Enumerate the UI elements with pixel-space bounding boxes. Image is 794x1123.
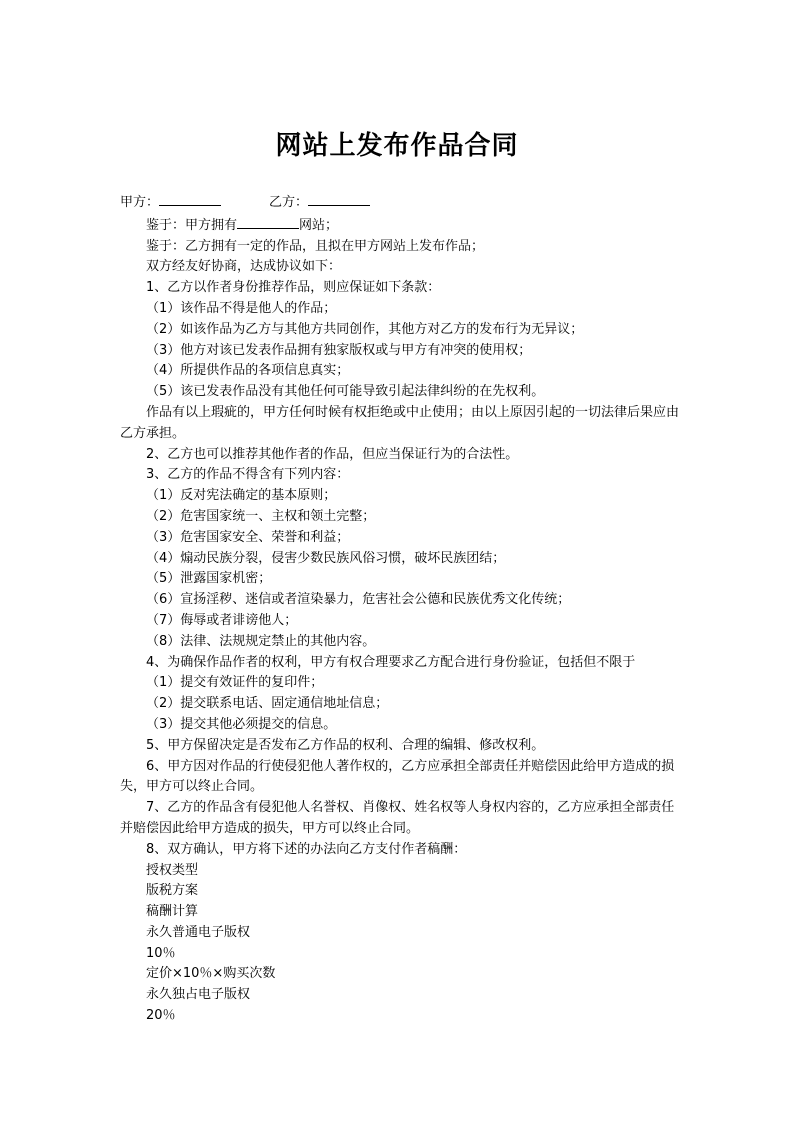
clause-3-item: （3）危害国家安全、荣誉和利益； [146,529,350,545]
website-name-blank [237,214,299,229]
preamble-3: 双方经友好协商，达成协议如下： [146,259,342,275]
clause-3-item: （6）宣扬淫秽、迷信或者渲染暴力，危害社会公德和民族优秀文化传统； [146,592,571,608]
royalty-table-line: 20％ [146,1008,176,1024]
party-b-blank [308,191,370,206]
preamble-1-after: 网站； [299,217,339,233]
clause-1-item: （4）所提供作品的各项信息真实； [146,363,350,379]
clause-3-item: （1）反对宪法确定的基本原则； [146,488,337,504]
party-a-label: 甲方： [120,195,160,210]
party-a [120,191,221,214]
royalty-table-line: 稿酬计算 [146,904,199,920]
clause-5: 5、甲方保留决定是否发布乙方作品的权利、合理的编辑、修改权利。 [146,737,545,753]
clause-3-item: （7）侮辱或者诽谤他人； [146,612,298,628]
party-a-blank [159,191,221,206]
royalty-table-line: 永久独占电子版权 [146,987,251,1003]
clause-4-item: （3）提交其他必须提交的信息。 [146,716,337,732]
clause-2: 2、乙方也可以推荐其他作者的作品，但应当保证行为的合法性。 [146,446,519,462]
preamble-1 [120,214,680,237]
royalty-table-line: 版税方案 [146,883,199,899]
royalty-table-line: 永久普通电子版权 [146,924,251,940]
clause-1-item: （2）如该作品为乙方与其他方共同创作，其他方对乙方的发布行为无异议； [146,321,584,337]
clause-1-item: （1）该作品不得是他人的作品； [146,300,337,316]
clause-1-note: 作品有以上瑕疵的，甲方任何时候有权拒绝或中止使用；由以上原因引起的一切法律后果应由乙方承担。 [120,404,680,441]
clause-3-head: 3、乙方的作品不得含有下列内容： [146,467,350,483]
preamble-1-before: 鉴于：甲方拥有 [146,217,238,233]
royalty-table-line: 定价×10％×购买次数 [146,966,276,982]
document-title: 网站上发布作品合同 [275,131,519,161]
clause-7: 7、乙方的作品含有侵犯他人名誉权、肖像权、姓名权等人身权内容的，乙方应承担全部责任并赔偿因此给甲方造成的损失，甲方可以终止合同。 [120,800,675,836]
royalty-table-line: 授权类型 [146,862,199,878]
clause-1-item: （3）他方对该已发表作品拥有独家版权或与甲方有冲突的使用权； [146,342,532,358]
clause-4-item: （2）提交联系电话、固定通信地址信息； [146,696,389,712]
clause-3-item: （4）煽动民族分裂，侵害少数民族风俗习惯，破坏民族团结； [146,550,506,566]
contract-body [120,191,680,1027]
party-b [269,191,370,214]
party-b-label: 乙方： [269,195,309,210]
clause-4-head: 4、为确保作品作者的权利，甲方有权合理要求乙方配合进行身份验证，包括但不限于 [146,654,636,670]
preamble-2: 鉴于：乙方拥有一定的作品，且拟在甲方网站上发布作品； [146,238,485,254]
clause-3-item: （5）泄露国家机密； [146,571,272,587]
royalty-table-line: 10％ [146,945,176,961]
clause-3-item: （8）法律、法规规定禁止的其他内容。 [146,633,376,649]
parties-row [120,191,680,214]
clause-1-head: 1、乙方以作者身份推荐作品，则应保证如下条款： [146,280,441,296]
clause-6: 6、甲方因对作品的行使侵犯他人著作权的，乙方应承担全部责任并赔偿因此给甲方造成的损失，甲方可以终止合同。 [120,758,675,795]
clause-8-head: 8、双方确认，甲方将下述的办法向乙方支付作者稿酬： [146,841,467,857]
clause-1-item: （5）该已发表作品没有其他任何可能导致引起法律纠纷的在先权利。 [146,384,545,400]
clause-3-item: （2）危害国家统一、主权和领土完整； [146,508,376,524]
clause-4-item: （1）提交有效证件的复印件； [146,675,324,691]
